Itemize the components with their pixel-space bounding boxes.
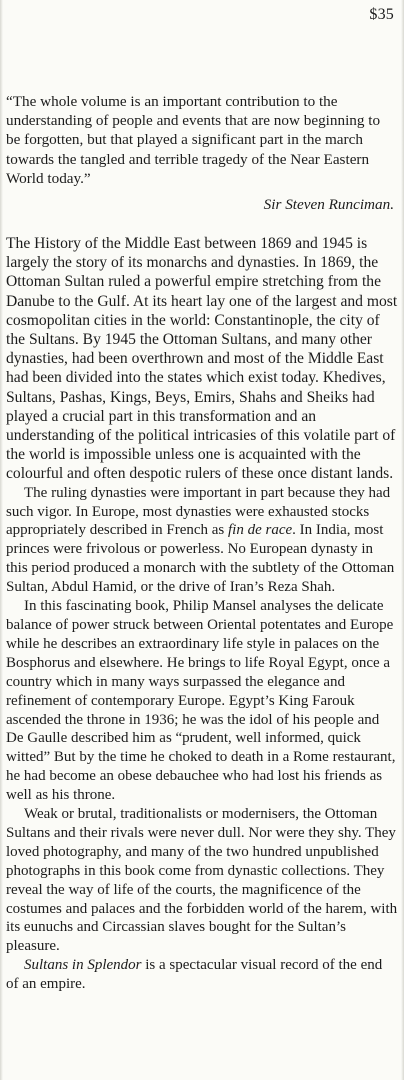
blurb-paragraph-4: Weak or brutal, traditionalists or modernisers, the Ottoman Sultans and their rivals were never dull. Nor were they shy. They loved photography, and many of the two hundred unpublished photographs in this book come from dynastic collections. They reveal the way of life of the courts, the magnificence of the costumes and palaces and the forbidden world of the harem, with its eunuchs and Circassian slaves bought for the Sultan’s pleasure. xyxy=(6,806,398,955)
review-quote: “The whole volume is an important contribution to the understanding of people and events that are now beginning to be forgotten, but that played a significant part in the march towards the tangled and terrible tragedy of the Near Eastern World today.” xyxy=(6,93,381,187)
blurb-paragraph-2 xyxy=(6,484,398,597)
scan-edge-left xyxy=(0,0,3,1080)
blurb-paragraph-1: The History of the Middle East between 1869 and 1945 is largely the story of its monarchs and dynasties. In 1869, the Ottoman Sultan ruled a powerful empire stretching from the Danube to the Gulf. At its heart lay one of the largest and most cosmopolitan cities in the world: Constantinople, the city of the Sultans. By 1945 the Ottoman Sultans, and many other dynasties, had been overthrown and most of the Middle East had been divided into the states which exist today. Khedives, Sultans, Pashas, Kings, Beys, Emirs, Shahs and Sheiks had played a crucial part in this transformation and an understanding of the political intricasies of this volatile part of the world is impossible unless one is acquainted with the colourful and often despotic rulers of these once distant lands. xyxy=(6,235,398,483)
book-title-italic: Sultans in Splendor xyxy=(24,957,142,974)
blurb-paragraph-2-text-b: . In India, most princes were frivolous or powerless. No European dynasty in this period produced a monarch with the subtlety of the Ottoman Sultan, Abdul Hamid, or the drive of Iran’s Reza Shah. xyxy=(6,522,395,596)
blurb-paragraph-5 xyxy=(6,956,398,994)
blurb-paragraph-2-italic: fin de race xyxy=(228,522,293,539)
price-label: $35 xyxy=(369,6,394,23)
blurb-body xyxy=(6,234,398,994)
blurb-paragraph-3: In this fascinating book, Philip Mansel analyses the delicate balance of power struck between Oriental potentates and Europe while he describes an extraordinary life style in palaces on the Bosphorus and elsewhere. He brings to life Royal Egypt, once a country which in many ways surpassed the elegance and refinement of contemporary Europe. Egypt’s King Farouk ascended the throne in 1936; he was the idol of his people and De Gaulle described him as “prudent, well informed, quick witted” But by the time he choked to death in a Rome restaurant, he had become an obese debauchee who had lost his friends as well as his throne. xyxy=(6,598,396,804)
blurb-paragraph-2-text-a: The ruling dynasties were important in part because they had such vigor. In Europe, most dynasties were exhausted stocks appropriately described in French as xyxy=(6,484,391,539)
quote-attribution: Sir Steven Runciman. xyxy=(263,196,394,213)
blurb-paragraph-5-text: is a spectacular visual record of the end of an empire. xyxy=(6,957,383,993)
